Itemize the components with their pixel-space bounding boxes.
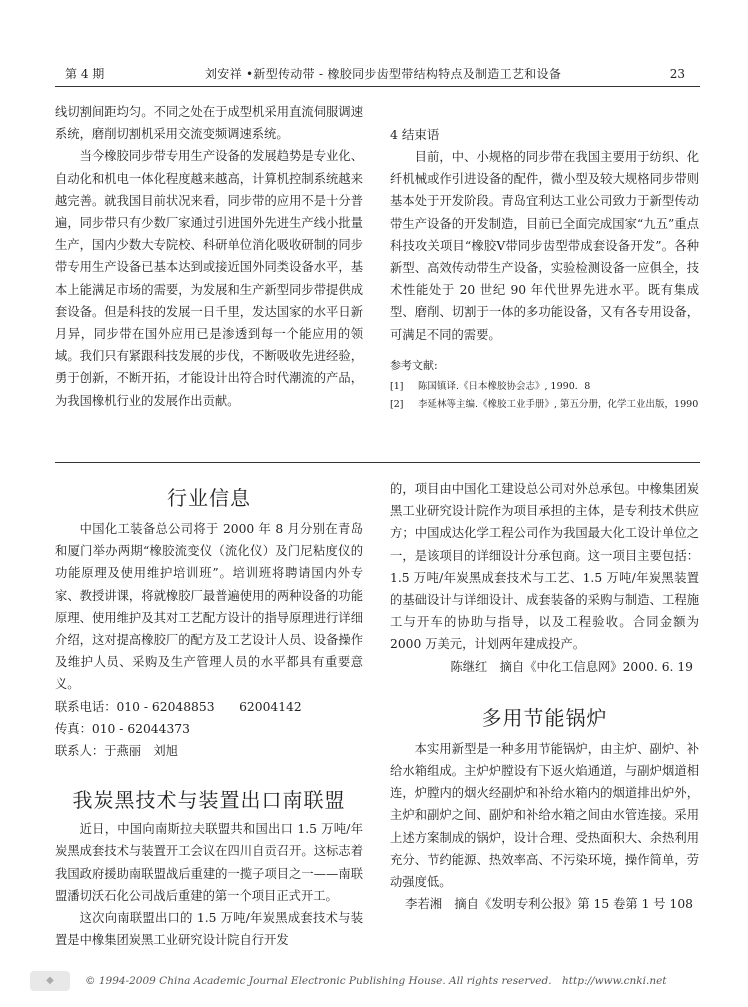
- article-title: 我炭黑技术与装置出口南联盟: [72, 788, 346, 813]
- reference-text: 陈国镇译.《日本橡胶协会志》, 1990．8: [418, 380, 591, 392]
- publisher-logo-icon: ◆: [30, 971, 70, 991]
- article-title: 行业信息: [167, 486, 251, 510]
- section-heading: 4 结束语: [390, 127, 440, 142]
- article-title: 多用节能锅炉: [481, 705, 608, 730]
- copyright-footer: [30, 968, 720, 994]
- article-paragraph: 的，项目由中国化工建设总公司对外总承包。中橡集团炭黑工业研究设计院作为项目承担的主体，是专利技术供应方；中国成达化学工程公司作为我国最大化工设计单位之一，是该项目的详细设计分承包商。这一项目主要包括：1.5 万吨/年炭黑成套技术与工艺、1.5 万吨/年炭黑装置的基础设计与详细设计、成套装备的采购与制造、工程施工与开车的协助与指导，以及工程验收。合同金额为 2000 万美元，计划两年建成投产。: [390, 482, 699, 652]
- right-column-top: [390, 124, 699, 412]
- issue-number: 第 4 期: [65, 67, 105, 81]
- article-paragraph: 这次向南联盟出口的 1.5 万吨/年炭黑成套技术与装置是中橡集团炭黑工业研究设计院自行开发: [55, 911, 363, 948]
- references-heading: 参考文献:: [390, 358, 438, 372]
- reference-number: [1]: [390, 380, 404, 392]
- continued-paragraph: 线切割间距均匀。不同之处在于成型机采用直流伺服调速系统，磨削切割机采用交流变频调速系统。: [55, 105, 363, 142]
- left-column-top: [55, 101, 363, 412]
- right-column-bottom: [390, 478, 699, 915]
- article-paragraph: 中国化工装备总公司将于 2000 年 8 月分别在青岛和厦门举办两期“橡胶流变仪（流化仪）及门尼粘度仪的功能原理及使用维护培训班”。培训班将聘请国内外专家、教授讲课，将就橡胶厂最普遍使用的两种设备的功能原理、使用维护及其对工艺配方设计的指导原理进行详细介绍，这对提高橡胶厂的配方及工艺设计人员、设备操作及维护人员、采购及生产管理人员的水平都具有重要意义。: [55, 522, 363, 692]
- reference-item: [390, 379, 699, 394]
- reference-item: [390, 397, 699, 412]
- copyright-text: © 1994-2009 China Academic Journal Electronic Publishing House. All rights reserved. http://www.cnki.net: [85, 975, 667, 987]
- header-rule: [55, 86, 700, 87]
- contact-fax: 传真：010 - 62044373: [55, 721, 190, 736]
- article-paragraph: 近日，中国向南斯拉夫联盟共和国出口 1.5 万吨/年炭黑成套技术与装置开工会议在四川自贡召开。这标志着我国政府援助南联盟战后重建的一揽子项目之一——南联盟潘切沃石化公司战后重建的第一个项目正式开工。: [55, 822, 363, 903]
- running-title: 刘安祥 •新型传动带 - 橡胶同步齿型带结构特点及制造工艺和设备: [205, 67, 562, 81]
- page-number: 23: [669, 67, 685, 81]
- body-paragraph: 当今橡胶同步带专用生产设备的发展趋势是专业化、自动化和机电一体化程度越来越高，计算机控制系统越来越完善。就我国目前状况来看，同步带的应用不是十分普遍，同步带只有少数厂家通过引进国外先进生产线小批量生产，国内少数大专院校、科研单位消化吸收研制的同步带专用生产设备已基本达到或接近国外同类设备水平，基本上能满足市场的需要，为发展和生产新型同步带提供成套设备。但是科技的发展一日千里，发达国家的水平日新月异，同步带在国外应用已是渗透到每一个能应用的领域。我们只有紧跟科技发展的步伐，不断吸收先进经验，勇于创新，不断开拓，才能设计出符合时代潮流的产品，为我国橡机行业的发展作出贡献。: [55, 149, 363, 408]
- contact-person: 联系人：于燕丽 刘旭: [55, 744, 178, 759]
- left-column-bottom: [55, 484, 363, 951]
- contact-phone: 联系电话：010 - 62048853 62004142: [55, 699, 302, 714]
- reference-text: 李延林等主编.《橡胶工业手册》, 第五分册，化学工业出版，1990: [418, 398, 699, 410]
- article-source: 陈继红 摘自《中化工信息网》2000. 6. 19: [450, 659, 693, 674]
- section-divider: [55, 462, 700, 463]
- conclusion-paragraph: 目前，中、小规格的同步带在我国主要用于纺织、化纤机械或作引进设备的配件，微小型及较大规格同步带则基本处于开发阶段。青岛宜利达工业公司致力于新型传动带生产设备的开发制造，目前已全面完成国家“九五”重点科技攻关项目“橡胶V带同步齿型带成套设备开发”。各种新型、高效传动带生产设备，实验检测设备一应俱全，技术性能处于 20 世纪 90 年代世界先进水平。既有集成型、磨削、切割于一体的多功能设备，又有各专用设备，可满足不同的需要。: [390, 150, 699, 342]
- reference-number: [2]: [390, 398, 404, 410]
- article-source: 李若湘 摘自《发明专利公报》第 15 卷第 1 号 108: [405, 897, 693, 912]
- article-paragraph: 本实用新型是一种多用节能锅炉，由主炉、副炉、补给水箱组成。主炉炉膛设有下返火焰通道，与副炉烟道相连，炉膛内的烟火经副炉和补给水箱内的烟道排出炉外，主炉和副炉之间、副炉和补给水箱之间由水管连接。采用上述方案制成的锅炉，设计合理、受热面积大、余热利用充分、节约能源、热效率高、不污染环境，操作简单，劳动强度低。: [390, 741, 699, 890]
- running-header: [55, 64, 695, 84]
